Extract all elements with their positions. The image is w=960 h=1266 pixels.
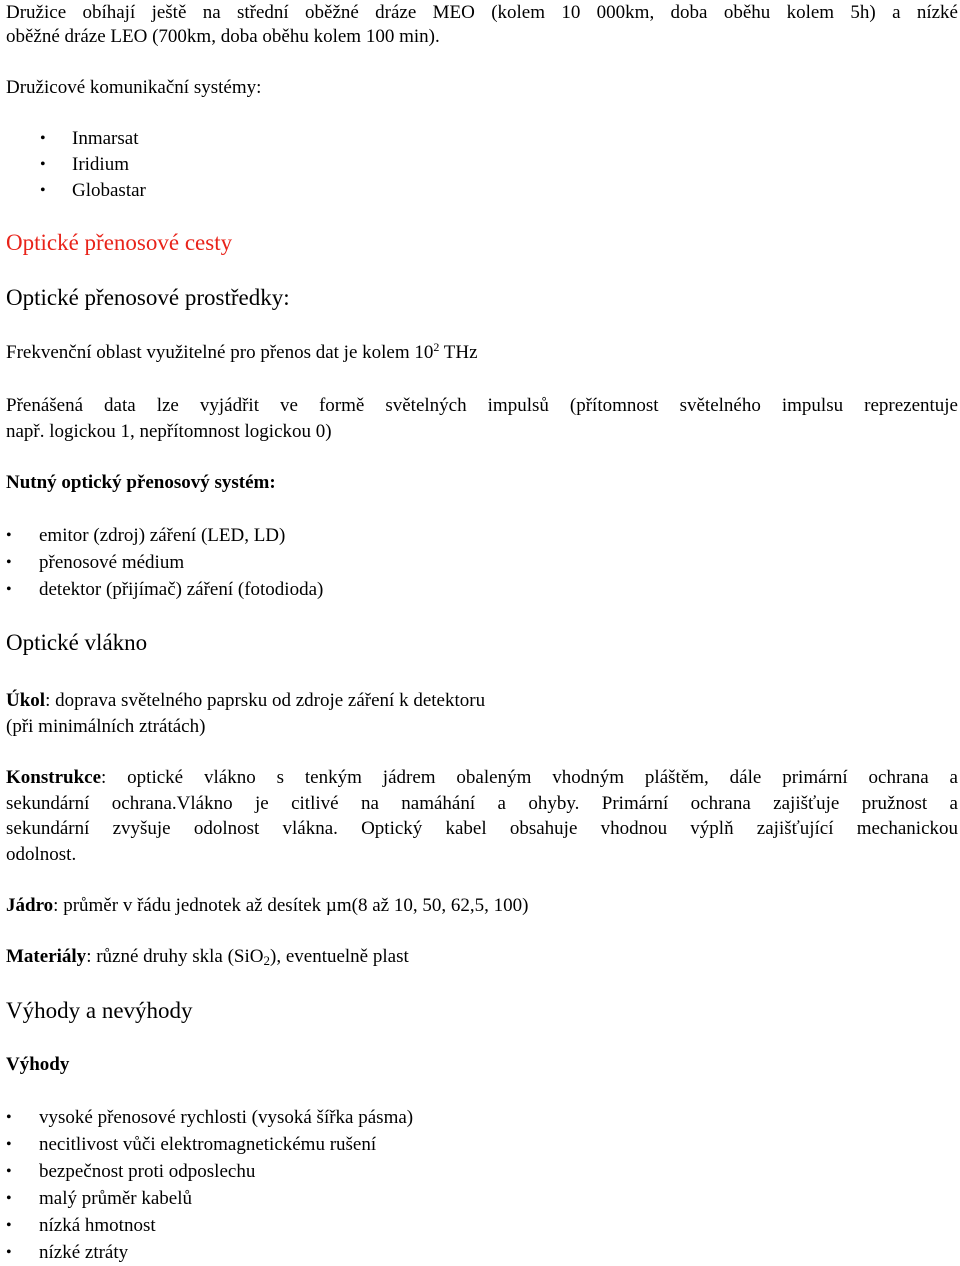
pros-heading: Výhody	[6, 1054, 70, 1075]
bullet-icon: •	[6, 1163, 12, 1180]
silica-subscript: 2	[263, 953, 270, 968]
materials-label: Materiály	[6, 946, 87, 967]
data-paragraph-line-2: např. logickou 1, nepřítomnost logickou 0)	[6, 421, 332, 442]
list-item: • vysoké přenosové rychlosti (vysoká šířka pásma)	[6, 1104, 906, 1131]
section-heading-optical-fiber: Optické vlákno	[6, 630, 148, 655]
construction-line-1: Konstrukce: optické vlákno s tenkým jádrem obaleným vhodným pláštěm, dále primární ochrana a	[6, 767, 958, 788]
bullet-icon: •	[6, 1109, 12, 1126]
list-item: • emitor (zdroj) záření (LED, LD)	[6, 522, 906, 549]
list-item: • Inmarsat	[6, 126, 906, 152]
construction-line-4: odolnost.	[6, 844, 77, 865]
intro-line-1: Družice obíhají ještě na střední oběžné dráze MEO (kolem 10 000km, doba oběhu kolem 5h) a nízké	[6, 2, 958, 23]
bullet-icon: •	[40, 182, 46, 199]
list-item: • Iridium	[6, 152, 906, 178]
bullet-icon: •	[6, 1244, 12, 1261]
data-paragraph-line-1: Přenášená data lze vyjádřit ve formě světelných impulsů (přítomnost světelného impulsu reprezentuje	[6, 395, 958, 416]
construction-line-2: sekundární ochrana.Vlákno je citlivé na namáhání a ohyby. Primární ochrana zajišťuje pružnost a	[6, 793, 958, 814]
task-label: Úkol	[6, 690, 46, 711]
list-item: • nízké ztráty	[6, 1239, 906, 1266]
satellite-systems-list	[6, 126, 906, 204]
intro-line-2: oběžné dráze LEO (700km, doba oběhu kolem 100 min).	[6, 26, 440, 47]
pros-list	[6, 1104, 906, 1266]
section-heading-optical-paths: Optické přenosové cesty	[6, 230, 233, 255]
list-item: • malý průměr kabelů	[6, 1185, 906, 1212]
bullet-icon: •	[40, 156, 46, 173]
bullet-icon: •	[6, 554, 12, 571]
list-item: • přenosové médium	[6, 549, 906, 576]
satellite-systems-title: Družicové komunikační systémy:	[6, 77, 262, 98]
bullet-icon: •	[40, 130, 46, 147]
bullet-icon: •	[6, 527, 12, 544]
bullet-icon: •	[6, 581, 12, 598]
core-paragraph: Jádro: průměr v řádu jednotek až desítek µm(8 až 10, 50, 62,5, 100)	[6, 895, 529, 916]
construction-label: Konstrukce	[6, 767, 101, 788]
materials-paragraph: Materiály: různé druhy skla (SiO$_2$), eventuelně plast	[6, 946, 409, 968]
list-item: • bezpečnost proti odposlechu	[6, 1158, 906, 1185]
required-system-heading: Nutný optický přenosový systém:	[6, 472, 276, 493]
bullet-icon: •	[6, 1136, 12, 1153]
list-item: • Globastar	[6, 178, 906, 204]
list-item: • detektor (přijímač) záření (fotodioda)	[6, 576, 906, 603]
bullet-icon: •	[6, 1190, 12, 1207]
required-system-list	[6, 522, 906, 603]
subheading-optical-means: Optické přenosové prostředky:	[6, 285, 290, 310]
frequency-exponent: 2	[433, 340, 440, 354]
construction-line-3: sekundární zvyšuje odolnost vlákna. Optický kabel obsahuje vhodnou výplň zajišťující mechanickou	[6, 818, 958, 839]
section-heading-pros-cons: Výhody a nevýhody	[6, 998, 193, 1023]
task-paragraph: Úkol: doprava světelného paprsku od zdroje záření k detektoru	[6, 690, 486, 711]
list-item: • nízká hmotnost	[6, 1212, 906, 1239]
bullet-icon: •	[6, 1217, 12, 1234]
frequency-paragraph: Frekvenční oblast využitelné pro přenos dat je kolem $10^2$ THz	[6, 340, 478, 363]
task-paragraph-line-2: (při minimálních ztrátách)	[6, 716, 206, 737]
core-label: Jádro	[6, 895, 54, 916]
list-item: • necitlivost vůči elektromagnetickému rušení	[6, 1131, 906, 1158]
